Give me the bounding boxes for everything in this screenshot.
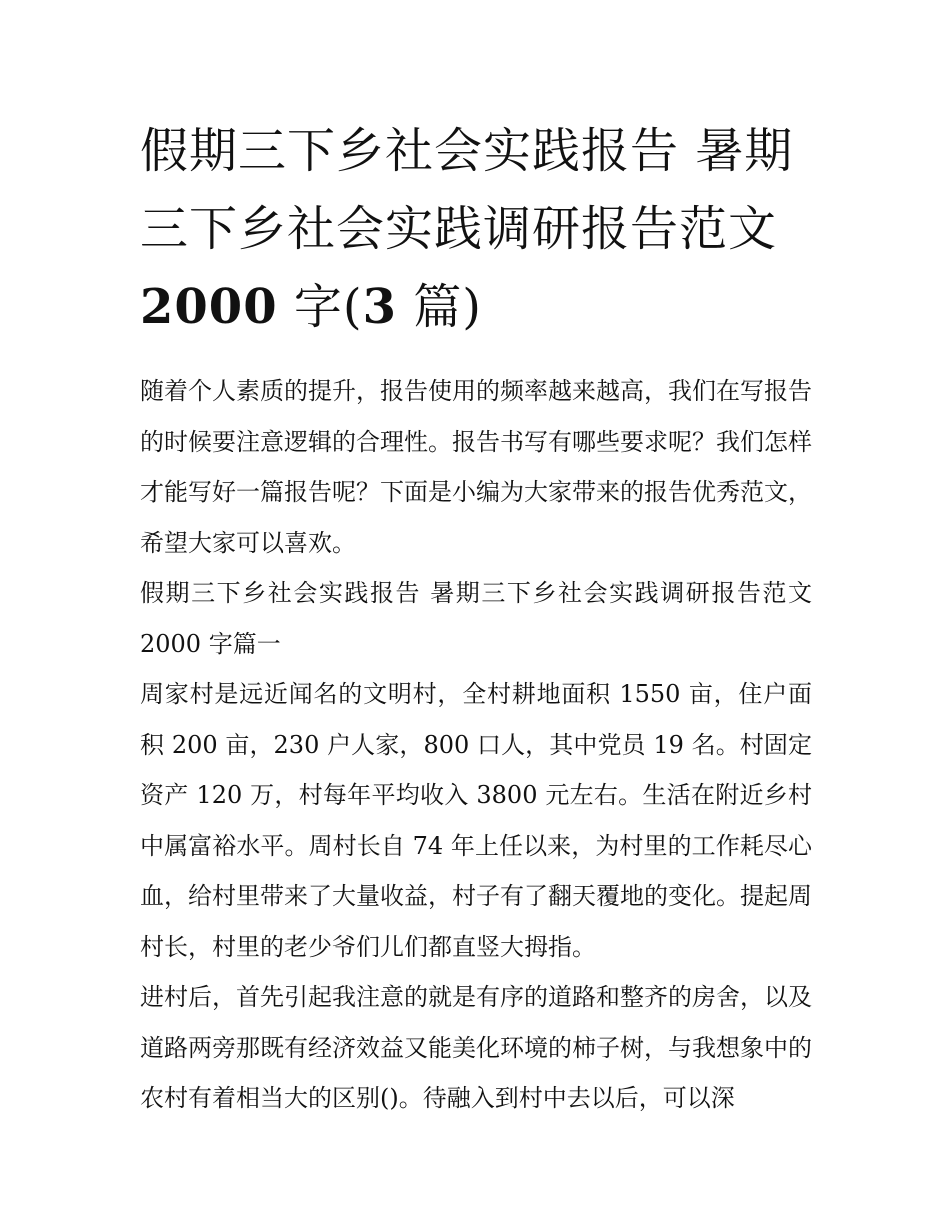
section-heading: 假期三下乡社会实践报告 暑期三下乡社会实践调研报告范文 2000 字篇一 xyxy=(140,579,812,658)
title-text: 假期三下乡社会实践报告 暑期三下乡社会实践调研报告范文 xyxy=(140,123,794,257)
title-word-count: 2000 xyxy=(140,279,278,335)
intro-paragraph: 随着个人素质的提升，报告使用的频率越来越高，我们在写报告的时候要注意逻辑的合理性。报告书写有哪些要求呢？我们怎样才能写好一篇报告呢？下面是小编为大家带来的报告优秀范文，希望大家可以喜欢。 xyxy=(140,377,812,557)
village-paragraph: 周家村是远近闻名的文明村，全村耕地面积 1550 亩，住户面积 200 亩，230 户人家，800 口人，其中党员 19 名。村固定资产 120 万，村每年平均收入 3800 元左右。生活在附近乡村中属富裕水平。周村长自 74 年上任以来，为村里的工作耗尽心血，给村里带来了大量收益，村子有了翻天覆地的变化。提起周村长，村里的老少爷们儿们都直竖大拇指。 xyxy=(140,680,812,961)
title-piece-count: 3 xyxy=(362,279,397,335)
document-title xyxy=(140,112,812,346)
entry-paragraph: 进村后，首先引起我注意的就是有序的道路和整齐的房舍，以及道路两旁那既有经济效益又能美化环境的柿子树，与我想象中的农村有着相当大的区别()。待融入到村中去以后，可以深 xyxy=(140,983,812,1112)
title-word-count-suffix: 字( xyxy=(277,279,363,335)
document-page xyxy=(140,112,812,1124)
title-piece-count-suffix: 篇) xyxy=(397,279,482,335)
